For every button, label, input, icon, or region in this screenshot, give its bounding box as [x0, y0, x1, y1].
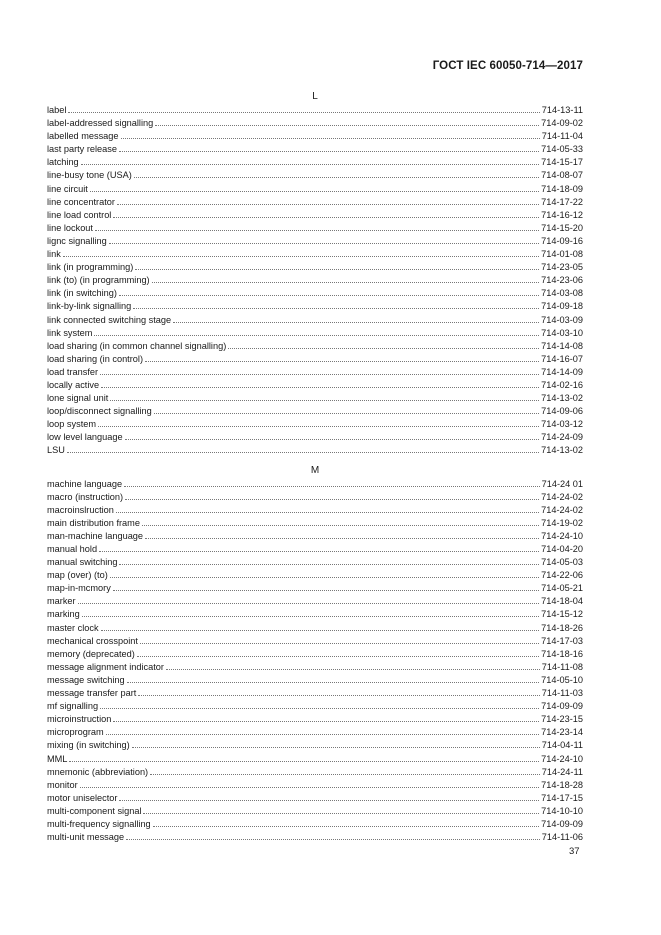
- dot-leader: [119, 143, 539, 152]
- entry-code: 714-14-09: [541, 366, 583, 377]
- entry-code: 714-19-02: [541, 517, 583, 528]
- entry-code: 714-11-06: [541, 832, 583, 843]
- index-entry: [47, 248, 583, 261]
- entry-code: 714-09-06: [541, 406, 583, 417]
- index-entry: [47, 104, 583, 117]
- entry-code: 714-03-08: [541, 288, 583, 299]
- entry-term: load transfer: [47, 366, 99, 377]
- entry-code: 714-24-10: [541, 753, 583, 764]
- index-entry: [47, 582, 583, 595]
- entry-term: mixing (in switching): [47, 740, 130, 751]
- entry-code: 714-24-11: [541, 766, 583, 777]
- dot-leader: [154, 405, 539, 414]
- entry-code: 714-24-02: [541, 504, 583, 515]
- dot-leader: [100, 700, 539, 709]
- entry-code: 714-17-03: [541, 635, 583, 646]
- dot-leader: [127, 674, 539, 683]
- dot-leader: [145, 530, 539, 539]
- entry-code: 714-05-21: [541, 583, 583, 594]
- entry-code: 714-09-02: [541, 118, 583, 129]
- entry-code: 714-13-11: [541, 105, 583, 115]
- dot-leader: [132, 739, 540, 748]
- entry-code: 714-18-16: [541, 648, 583, 659]
- entry-code: 714-23-15: [541, 714, 583, 725]
- dot-leader: [119, 792, 539, 801]
- dot-leader: [228, 340, 539, 349]
- index-entry: [47, 779, 583, 792]
- entry-term: macroinslruction: [47, 504, 114, 515]
- dot-leader: [95, 222, 539, 231]
- entry-term: memory (deprecated): [47, 648, 135, 659]
- entry-code: 714-23-14: [541, 727, 583, 738]
- index-entry: [47, 353, 583, 366]
- entry-term: line-busy tone (USA): [47, 170, 132, 181]
- index-entry: [47, 117, 583, 130]
- entry-term: multi-frequency signalling: [47, 818, 151, 829]
- dot-leader: [113, 582, 539, 591]
- section-letter: L: [312, 91, 318, 102]
- dot-leader: [81, 156, 539, 165]
- entry-code: 714-18-04: [541, 596, 583, 607]
- entry-term: mf signalling: [47, 701, 99, 712]
- entry-term: mechanical crosspoint: [47, 635, 138, 646]
- dot-leader: [101, 622, 540, 631]
- index-entry: [47, 405, 583, 418]
- entry-term: machine language: [47, 478, 123, 489]
- dot-leader: [94, 327, 539, 336]
- dot-leader: [116, 504, 539, 513]
- index-entry: [47, 431, 583, 444]
- dot-leader: [135, 261, 539, 270]
- index-entry: [47, 556, 583, 569]
- entry-code: 714-15-20: [541, 222, 583, 233]
- entry-term: lone signal unit: [47, 393, 109, 404]
- index-entry: [47, 622, 583, 635]
- entry-term: loop/disconnect signalling: [47, 406, 152, 417]
- entry-term: microinstruction: [47, 714, 112, 725]
- entry-code: 714-22-06: [541, 570, 583, 581]
- dot-leader: [121, 130, 540, 139]
- entry-code: 714-09-09: [541, 701, 583, 712]
- term-index: [47, 90, 583, 844]
- entry-code: 714-17-15: [541, 792, 583, 803]
- entry-code: 714-18-28: [541, 779, 583, 790]
- entry-term: LSU: [47, 445, 65, 456]
- entry-term: link: [47, 249, 61, 260]
- index-entry: [47, 517, 583, 530]
- dot-leader: [68, 104, 539, 113]
- dot-leader: [119, 287, 539, 296]
- entry-term: link (in switching): [47, 288, 117, 299]
- entry-term: labelled message: [47, 131, 119, 142]
- entry-code: 714-18-09: [541, 183, 583, 194]
- entry-code: 714-16-12: [541, 209, 583, 220]
- dot-leader: [125, 491, 539, 500]
- dot-leader: [119, 556, 539, 565]
- dot-leader: [101, 379, 539, 388]
- entry-term: lignc signalling: [47, 235, 107, 246]
- index-entry: [47, 635, 583, 648]
- entry-code: 714-04-20: [541, 544, 583, 554]
- index-entry: [47, 739, 583, 752]
- entry-code: 714-24-02: [541, 491, 583, 502]
- entry-code: 714-13-02: [541, 393, 583, 404]
- index-entry: [47, 156, 583, 169]
- dot-leader: [69, 753, 539, 762]
- entry-term: line load control: [47, 209, 112, 220]
- section-letter: M: [310, 464, 320, 476]
- entry-term: main distribution frame: [47, 517, 140, 528]
- entry-code: 714-05-03: [541, 557, 583, 568]
- index-entry: [47, 418, 583, 431]
- index-entry: [47, 261, 583, 274]
- entry-term: multi-component signal: [47, 805, 142, 816]
- index-entry: [47, 687, 583, 700]
- entry-term: load sharing (in control): [47, 353, 144, 364]
- index-entry: [47, 287, 583, 300]
- dot-leader: [155, 117, 539, 126]
- index-entry: [47, 753, 583, 766]
- dot-leader: [98, 418, 539, 427]
- entry-code: 714-24-10: [541, 530, 583, 541]
- entry-term: multi-unit message: [47, 832, 125, 843]
- entry-code: 714-02-16: [541, 379, 583, 390]
- dot-leader: [125, 431, 540, 440]
- dot-leader: [67, 444, 539, 453]
- entry-code: 714-13-02: [541, 445, 583, 456]
- entry-term: mnemonic (abbreviation): [47, 766, 149, 777]
- index-entry: [47, 392, 583, 405]
- entry-term: man-machine language: [47, 530, 144, 541]
- entry-code: 714-24 01: [541, 478, 583, 489]
- entry-term: label-addressed signalling: [47, 118, 154, 129]
- dot-leader: [143, 805, 539, 814]
- entry-term: load sharing (in common channel signalling): [47, 340, 227, 351]
- entry-code: 714-08-07: [541, 170, 583, 181]
- entry-code: 714-17-22: [541, 196, 583, 207]
- dot-leader: [110, 569, 539, 578]
- page-number: 37: [569, 846, 580, 857]
- dot-leader: [109, 235, 539, 244]
- index-entry: [47, 543, 583, 556]
- index-entry: [47, 608, 583, 621]
- dot-leader: [90, 183, 539, 192]
- entry-code: 714-11-04: [541, 131, 583, 142]
- index-entry: [47, 169, 583, 182]
- entry-term: label: [47, 105, 67, 115]
- entry-code: 714-14-08: [541, 340, 583, 351]
- entry-code: 714-11-08: [541, 661, 583, 672]
- index-entry: [47, 595, 583, 608]
- dot-leader: [82, 608, 539, 617]
- index-entry: [47, 366, 583, 379]
- entry-code: 714-10-10: [541, 805, 583, 816]
- index-entry: [47, 130, 583, 143]
- entry-term: monitor: [47, 779, 78, 790]
- entry-term: line lockout: [47, 222, 93, 233]
- entry-code: 714-23-06: [541, 275, 583, 286]
- entry-code: 714-09-18: [541, 301, 583, 312]
- index-entry: [47, 805, 583, 818]
- entry-term: marking: [47, 609, 80, 620]
- index-entry: [47, 818, 583, 831]
- index-entry: [47, 183, 583, 196]
- entry-code: 714-15-17: [541, 157, 583, 168]
- entry-term: line circuit: [47, 183, 88, 194]
- entry-term: loop system: [47, 419, 97, 430]
- index-entry: [47, 444, 583, 457]
- dot-leader: [166, 661, 540, 670]
- dot-leader: [137, 648, 539, 657]
- index-entry: [47, 209, 583, 222]
- entry-term: master clock: [47, 622, 99, 633]
- entry-term: manual switching: [47, 557, 118, 568]
- entry-code: 714-23-05: [541, 262, 583, 273]
- index-entry: [47, 314, 583, 327]
- entry-term: MML: [47, 753, 68, 764]
- dot-leader: [113, 209, 539, 218]
- index-entry: [47, 569, 583, 582]
- index-entry: [47, 478, 583, 491]
- dot-leader: [133, 300, 539, 309]
- document-header: ГОСТ IEC 60050-714—2017: [432, 60, 583, 72]
- entry-term: macro (instruction): [47, 491, 124, 502]
- entry-code: 714-16-07: [541, 353, 583, 364]
- dot-leader: [124, 478, 540, 487]
- entry-code: 714-03-09: [541, 314, 583, 325]
- entry-term: link (in programming): [47, 262, 134, 273]
- dot-leader: [153, 818, 539, 827]
- dot-leader: [134, 169, 539, 178]
- index-entry: [47, 831, 583, 844]
- index-entry: [47, 143, 583, 156]
- index-entry: [47, 713, 583, 726]
- entry-term: message transfer part: [47, 688, 137, 699]
- entry-code: 714-05-33: [541, 144, 583, 155]
- dot-leader: [150, 766, 540, 775]
- entry-code: 714-15-12: [541, 609, 583, 620]
- entry-term: map-in-mcmory: [47, 583, 111, 594]
- entry-term: message alignment indicator: [47, 661, 164, 672]
- dot-leader: [110, 392, 539, 401]
- entry-code: 714-03-10: [541, 327, 583, 338]
- entry-code: 714-01-08: [541, 249, 583, 260]
- index-entry: [47, 792, 583, 805]
- index-entry: [47, 300, 583, 313]
- entry-term: motor uniselector: [47, 792, 118, 803]
- dot-leader: [145, 353, 539, 362]
- entry-term: line concentrator: [47, 196, 115, 207]
- index-entry: [47, 274, 583, 287]
- entry-code: 714-03-12: [541, 419, 583, 430]
- index-entry: [47, 379, 583, 392]
- index-entry: [47, 661, 583, 674]
- entry-term: link system: [47, 327, 93, 338]
- entry-code: 714-05-10: [541, 674, 583, 685]
- entry-term: marker: [47, 596, 76, 607]
- entry-term: link connected switching stage: [47, 314, 172, 325]
- index-entry: [47, 504, 583, 517]
- index-entry: [47, 196, 583, 209]
- index-entry: [47, 327, 583, 340]
- entry-code: 714-18-26: [541, 622, 583, 633]
- entry-term: microprogram: [47, 727, 104, 738]
- entry-term: link (to) (in programming): [47, 275, 150, 286]
- entry-term: link-by-link signalling: [47, 301, 132, 312]
- entry-term: manual hold: [47, 544, 98, 554]
- dot-leader: [80, 779, 539, 788]
- index-entry: [47, 700, 583, 713]
- dot-leader: [106, 726, 539, 735]
- entry-term: message switching: [47, 674, 125, 685]
- entry-code: 714-09-09: [541, 818, 583, 829]
- index-entry: [47, 530, 583, 543]
- entry-term: low level language: [47, 432, 123, 443]
- entry-term: last party release: [47, 144, 117, 155]
- entry-code: 714-11-03: [541, 688, 583, 699]
- dot-leader: [117, 196, 539, 205]
- index-entry: [47, 766, 583, 779]
- index-entry: [47, 222, 583, 235]
- dot-leader: [173, 314, 539, 323]
- index-entry: [47, 235, 583, 248]
- entry-code: 714-24-09: [541, 432, 583, 443]
- dot-leader: [63, 248, 539, 257]
- index-entry: [47, 726, 583, 739]
- dot-leader: [152, 274, 539, 283]
- dot-leader: [99, 543, 539, 552]
- dot-leader: [78, 595, 540, 604]
- index-entry: [47, 491, 583, 504]
- entry-term: locally active: [47, 379, 100, 390]
- dot-leader: [142, 517, 539, 526]
- index-entry: [47, 648, 583, 661]
- index-entry: [47, 674, 583, 687]
- entry-code: 714-04-11: [541, 740, 583, 751]
- entry-code: 714-09-16: [541, 235, 583, 246]
- dot-leader: [100, 366, 539, 375]
- index-entry: [47, 340, 583, 353]
- dot-leader: [126, 831, 540, 840]
- dot-leader: [138, 687, 539, 696]
- entry-term: latching: [47, 157, 79, 168]
- dot-leader: [113, 713, 539, 722]
- entry-term: map (over) (to): [47, 570, 108, 581]
- dot-leader: [140, 635, 539, 644]
